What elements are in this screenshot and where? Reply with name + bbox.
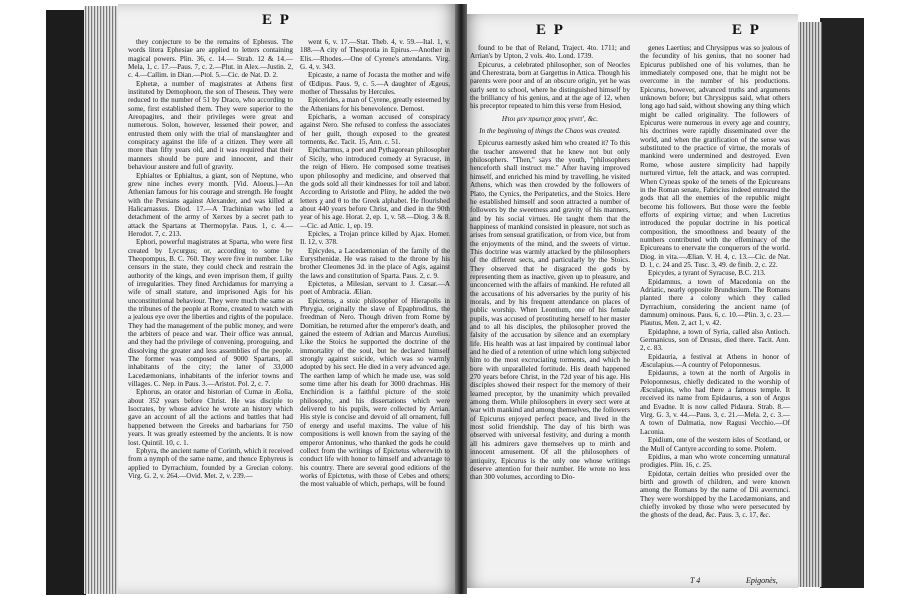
signature-mark: T 4 [690, 576, 701, 585]
right-page-edges [796, 22, 822, 587]
entry-paragraph: Epicydes, a tyrant of Syracuse, B.C. 213. [648, 269, 766, 278]
entry-paragraph: Epidaphne, a town of Syria, called also Antioch. Germanicus, son of Drusus, died there. Tacit. Ann. 2, c. 83. [640, 327, 790, 353]
entry-paragraph: Epidius, a man who wrote concerning unnatural prodigies. Plin. 16, c. 25. [640, 452, 790, 470]
right-cover [820, 18, 864, 588]
right-running-head-b: E P [732, 22, 761, 38]
entry-paragraph: Epidotæ, certain deities who presided over the birth and growth of children, and were known among the Romans by the name of Dii averrunci. They were worshipped by the Lacedæmonians, and chiefly invoked by those who were persecuted by the ghosts of the dead, &c. Paus. 3, c. 17, &c. [640, 469, 790, 520]
entry-paragraph: Epicurus earnestly asked him who created it? To this the teacher answered that he knew not but only philosophers. "Then," says the youth, "philosophers henceforth shall instruct me." After having improved himself, and enriched his mind by travelling, he visited Athens, which was then crowded by the followers of Plato, the Cynics, the Peripatetics, and the Stoics. Here he established himself and soon attracted a number of followers by the sweetness and gravity of his manners, and by his social virtues. He taught them that the happiness of mankind consisted in pleasure, not such as arises from sensual gratification, or from vice, but from the enjoyments of the mind, and the sweets of virtue. This doctrine was warmly attacked by the philosophers of the different sects, and particularly by the Stoics. They observed that he disgraced the gods by representing them as inactive, given up to pleasure, and unconcerned with the affairs of mankind. He refuted all the accusations of his adversaries by the purity of his morals, and by his frequent attendance on places of public worship. When Leontium, one of his female pupils, was accused of prostituting herself to her master and to all his disciples, the philosopher proved the falsity of the accusation by silence and an exemplary life. His health was at last impaired by continual labor and he died of a retention of urine which long subjected him to the most excruciating torments, and which he bore with unparalleled fortitude. His death happened 270 years before Christ, in the 72d year of his age. His disciples showed their respect for the memory of their learned preceptor, by the unanimity which prevailed among them. While philosophers in every sect were at war with mankind and among themselves, the followers of Epicurus enjoyed perfect peace, and lived in the most solid friendship. The day of his birth was observed with universal festivity, and during a month all his admirers gave themselves up to mirth and innocent amusement. Of all the philosophers of antiquity, Epicurus is the only one whose writings deserve attention for their number. He wrote no less than 300 volumes, according to Dio- [470, 139, 630, 482]
entry-paragraph: Ephetæ, a number of magistrates at Athens first instituted by Demophoon, the son of Theseus. They were reduced to the number of 51 by Draco, who according to some, first established them. They were superior to the Areopagites, and their privileges were great and numerous. Solon, however, lessened their power, and entrusted them only with the trial of manslaughter and conspiracy against the life of a citizen. They were all more than fifty years old, and it was required that their manners should be pure and innocent, and their behaviour austere and full of gravity. [128, 79, 293, 172]
left-cover [46, 10, 86, 595]
entry-paragraph: Ephori, powerful magistrates at Sparta, who were first created by Lycurgus; or, according to some by Theopompus, B. C. 760. They were five in number. Like censors in the state, they could check and restrain the authority of the kings, and even imprison them, if guilty of irregularities. They fined Archidamus for marrying a wife of small stature, and imprisoned Agis for his unconstitutional behaviour. They were much the same as the tribunes of the people at Rome, created to watch with a jealous eye over the liberties and rights of the populace. They had the management of the public money, and were the arbiters of peace and war. Their office was annual, and they had the privilege of convening, proroguing, and dissolving the greater and less assemblies of the people. The former was composed of 9000 Spartans, all inhabitants of the city; the latter of 33,000 Lacedæmonians, inhabitants of the inferior towns and villages. C. Nep. in Paus. 3.—Aristot. Pol. 2, c. 7. [128, 238, 293, 389]
entry-paragraph: Epicerides, a man of Cyrene, greatly esteemed by the Athenians for his benevolence. Demost. [300, 96, 450, 113]
entry-paragraph: Epicurus, a celebrated philosopher, son of Neocles and Cherestrata, born at Gargettus in Attica. Though his parents were poor and of an obscure origin, yet he was early sent to school, where he distinguished himself by the brilliancy of his genius, and at the age of 12, when his preceptor repeated to him this verse from Hesiod, [470, 60, 630, 111]
entry-paragraph: Epicharmus, a poet and Pythagorean philosopher of Sicily, who introduced comedy at Syracuse, in the reign of Hiero. He composed some treatises upon philosophy and medicine, and observed that the gods sold all their kindnesses for toil and labor. According to Aristotle and Pliny, he added the two letters χ and θ to the Greek alphabet. He flourished about 440 years before Christ, and died in the 90th year of his age. Horat. 2, ep. 1, v. 58.—Diog. 3 & 8.—Cic. ad Attic. 1, ep. 19. [300, 146, 450, 230]
entry-paragraph: they conjecture to be the remains of Ephesus. The words litera Ephesiae are applied to letters containing magical powers. Plin. 36, c. 14.— Strab. 12 & 14.—Mela, 1, c. 17.—Paus. 7, c. 2.—Plut. in Alex.—Justin. 2, c. 4.—Callim. in Dian.—Ptol. 5.—Cic. de Nat. D. 2. [128, 38, 293, 80]
left-page-edges [84, 6, 120, 594]
column-2 [300, 38, 450, 586]
entry-paragraph: Ephialtes or Ephialtus, a giant, son of Neptune, who grew nine inches every month. [Vid. Aloeus.]—An Athenian famous for his courage and strength. He fought with the Persians against Alexander, and was killed at Halicarnassus. Diod. 17.—A Trachinian who led a detachment of the army of Xerxes by a secret path to attack the Spartans at Thermopylæ. Paus. 1, c. 4.—Herodot. 7, c. 213. [128, 171, 293, 238]
book-gutter [455, 4, 467, 594]
entry-paragraph: went 6, v. 17.—Stat. Theb. 4, v. 59.—Ital. 1, v. 188.—A city of Thesprotia in Epirus.—Another in Elis.—Rhodes.—One of Cyrene's attendants. Virg. G. 4, v. 343. [300, 38, 450, 72]
column-4 [640, 44, 790, 574]
entry-paragraph: Epidauria, a festival at Athens in honor of Æsculapius.—A country of Peloponnesus. [640, 352, 790, 370]
entry-paragraph: Ephyra, the ancient name of Corinth, which it received from a nymph of the same name, and thence Ephyreus is applied to Dyrrachium, founded by a Grecian colony. Virg. G. 2, v. 264.—Ovid. Met. 2, v. 239.— [128, 446, 293, 480]
left-running-head: E P [262, 12, 291, 28]
column-1 [128, 38, 293, 586]
entry-paragraph: Epictetus, a Milesian, servant to J. Cæsar.—A poet of Ambracia. Ælian. [300, 279, 450, 297]
entry-paragraph: Epidaurus, a town at the north of Argolis in Peloponnesus, chiefly dedicated to the worship of Æsculapius, who had there a famous temple. It received its name from Epidaurus, a son of Argus and Evadne. It is now called Pidaura. Strab. 8.—Virg. G. 3, v. 44.—Paus. 3, c. 21.—Mela. 2, c. 3.—A town of Dalmatia, now Ragusi Vecchio.—Of Laconia. [640, 369, 790, 436]
right-running-head-a: E P [536, 22, 565, 38]
catchword: Epigonès, [746, 576, 778, 585]
entry-paragraph: Ephorus, an orator and historian of Cumæ in Æolia, about 352 years before Christ. He was disciple to Isocrates, by whose advice he wrote an history which gave an account of all the actions and battles that had happened between the Greeks and barbarians for 750 years. It was greatly esteemed by the ancients. It is now lost. Quintil. 10, c. 1. [128, 388, 293, 447]
column-3 [470, 44, 630, 574]
entry-paragraph: Epicles, a Trojan prince killed by Ajax. Homer. Il. 12, v. 378. [300, 229, 450, 247]
entry-paragraph: Epicydes, a Lacedæmonian of the family of the Eurysthenidæ. He was raised to the throne by his brother Cleomenes 3d. in the place of Agis, against the laws and constitution of Sparta. Paus. 2, c. 9. [300, 246, 450, 280]
verse-translation: In the beginning of things the Chaos was created. [479, 127, 621, 136]
entry-paragraph: Epictetus, a stoic philosopher of Hierapolis in Phrygia, originally the slave of Epaphroditus, the freedman of Nero. Though driven from Rome by Domitian, he returned after the emperor's death, and gained the esteem of Adrian and Marcus Aurelius. Like the Stoics he supported the doctrine of the immortality of the soul, but he declared himself strongly against suicide, which was so warmly adopted by his sect. He died in a very advanced age. The earthen lamp of which he made use, was sold some time after his death for 3000 drachmas. His Enchiridion is a faithful picture of the stoic philosophy, and his dissertations which were delivered to his pupils, were collected by Arrian. His style is concise and devoid of all ornament, full of energy and useful maxims. The value of his compositions is well known from the saying of the emperor Antoninus, who thanked the gods he could collect from the writings of Epictetus wherewith to conduct life with honor to himself and advantage to his country. There are several good editions of the works of Epictetus, with those of Cebes and others; the most valuable of which, perhaps, will be found [300, 296, 450, 489]
entry-paragraph: genes Laertius; and Chrysippus was so jealous of the fecundity of his genius, that no sooner had Epicurus published one of his volumes, than he immediately composed one, that he might not be overcome in the number of his productions. Epicurus, however, advanced truths and arguments unknown before; but Chrysippus said, what others long ago had said, without showing any thing which might be called originality. The followers of Epicurus were numerous in every age and country, his doctrines were rapidly disseminated over the world, and when the gratification of the sense was substituted to the practice of virtue, the morals of mankind were undermined and destroyed. Even Rome, whose austere simplicity had happily nurtured virtue, felt the attack, and was corrupted. When Cyneas spoke of the tenets of the Epicureans in the Roman senate, Fabricius indeed entreated the gods that all the enemies of the republic might become his followers. But those were the feeble efforts of expiring virtue; and when Lucretius introduced the popular doctrine in his poetical composition, the smoothness and beauty of the numbers contributed with the effeminacy of the Epicureans to enervate the conquerors of the world. Diog. in vita.—Ælian. V. H. 4, c. 13.—Cic. de Nat. D. 1, c. 24 and 25. Tusc. 3, 49. de finib. 2, c. 22. [640, 44, 790, 269]
entry-paragraph: Epidamnus, a town of Macedonia on the Adriatic, nearly opposite Brundusium. The Romans planted there a colony which they called Dyrrachium, considering the ancient name (of damnum) ominous. Paus. 6, c. 10.—Plin. 3, c. 23.—Plautus, Men. 2, act 1, v. 42. [640, 277, 790, 328]
entry-paragraph: Epicaste, a name of Jocasta the mother and wife of Œdipus. Paus. 9, c. 5.—A daughter of Ægeus, mother of Thessalus by Hercules. [300, 71, 450, 97]
entry-paragraph: Epicharis, a woman accused of conspiracy against Nero. She refused to confess the associates of her guilt, though exposed to the greatest torments, &c. Tacit. 15, Ann. c. 51. [300, 113, 450, 147]
entry-paragraph: Epidium, one of the western isles of Scotland, or the Mull of Cantyre according to some. Ptolem. [640, 436, 790, 453]
entry-paragraph: found to be that of Reland, Traject. 4to. 1711; and Arrian's by Upton, 2 vols. 4to. Lond. 1739. [470, 44, 630, 61]
greek-verse: Ητοι μεν πρωτιςα χαος γενετ', &c. [501, 114, 599, 123]
